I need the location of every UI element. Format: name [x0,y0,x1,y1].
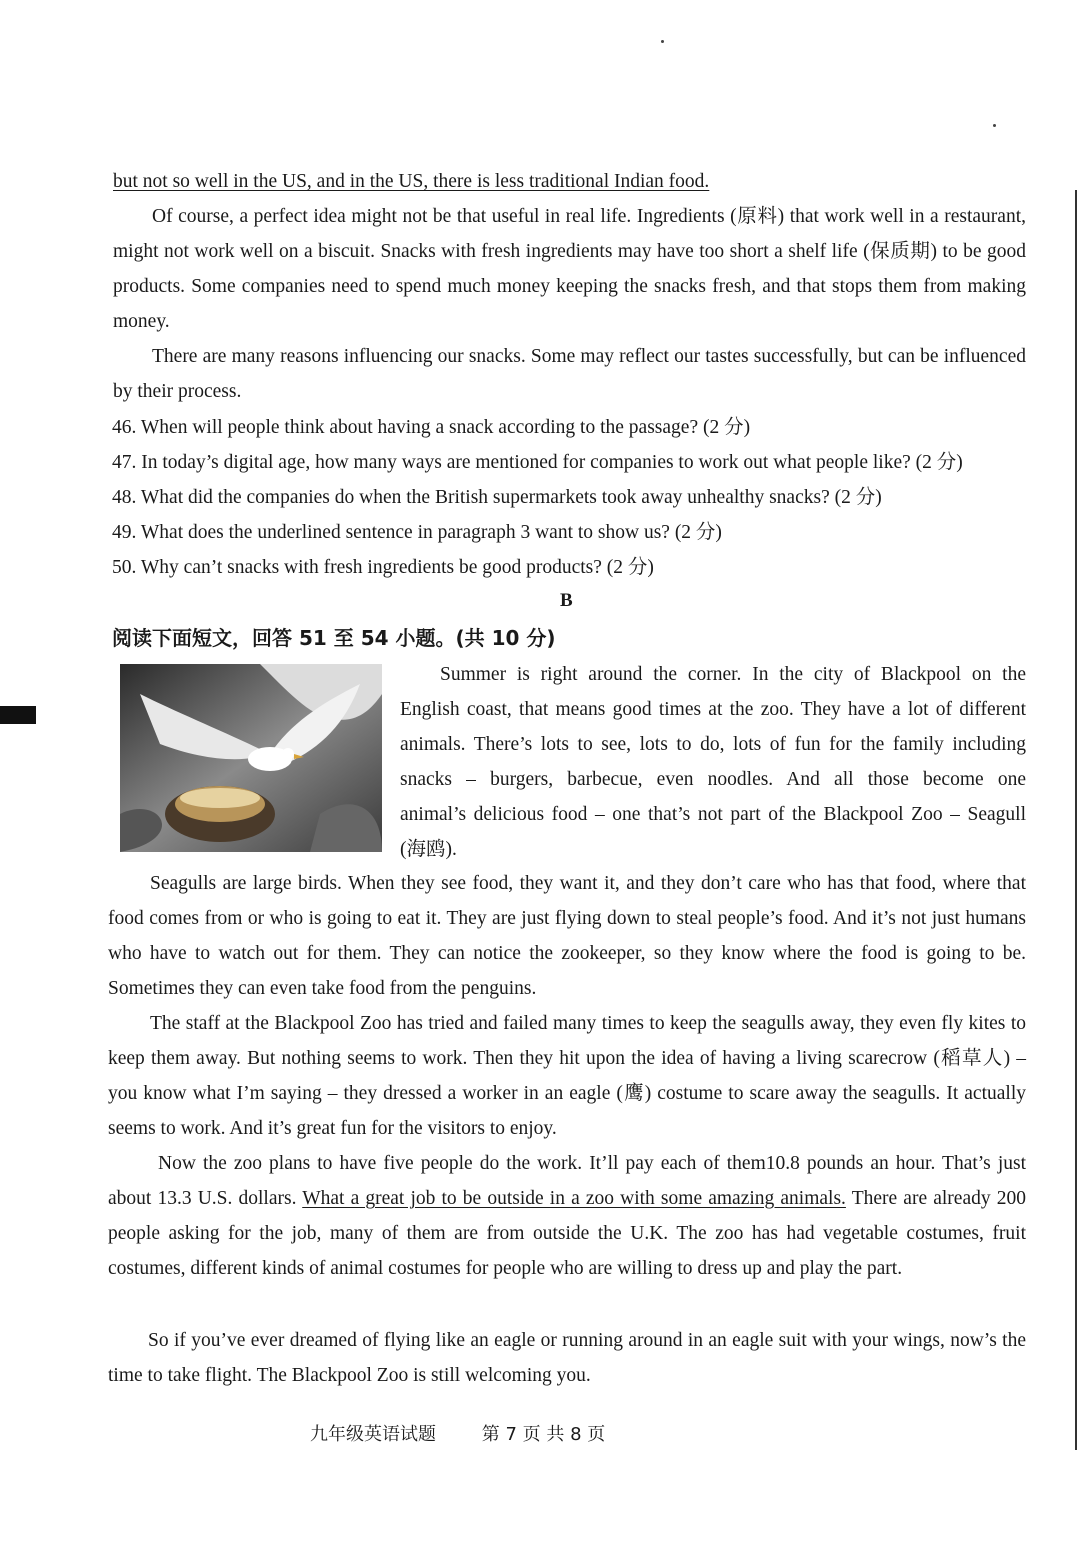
text-line: animals. There’s lots to see, lots to do, lots of fun for the family including [400,734,1026,755]
seagull-photo [120,664,382,852]
paragraph-seagulls: Seagulls are large birds. When they see food, they want it, and they don’t care who has that food, where that food comes from or who is going to eat it. They are just flying down to steal people’s food. And it’s not just humans who have to watch out for them. They can notice the zookeeper, so they know where the food is going to be. Sometimes they can even take food from the penguins. [108,873,1026,999]
paragraph-zoo-plans [108,1146,1026,1286]
text-line: English coast, that means good times at the zoo. They have a lot of different [400,699,1026,720]
scan-mark [0,706,36,724]
question-46: 46. When will people think about having a snack according to the passage? (2 分) [112,417,751,438]
question-48: 48. What did the companies do when the British supermarkets took away unhealthy snacks? (2 分) [112,487,882,508]
paragraph-ingredients: Of course, a perfect idea might not be that useful in real life. Ingredients (原料) that work well in a restaurant, might not work well on a biscuit. Snacks with fresh ingredients may have too short a shelf life (保质期) to be good products. Some companies need to spend much money keeping the snacks fresh, and that stops them from making money. [113,206,1026,332]
question-49: 49. What does the underlined sentence in paragraph 3 want to show us? (2 分) [112,522,722,543]
question-50: 50. Why can’t snacks with fresh ingredients be good products? (2 分) [112,557,654,578]
para4-text: There are already 200 people asking for the job, many of them are from outside the U.K. The zoo has had vegetable costumes, fruit costumes, different kinds of animal costumes for people who are willing to dress up and play the part. [108,1188,1026,1279]
text-line: Summer is right around the corner. In the city of Blackpool on the [440,664,1026,685]
scan-speck [993,124,996,127]
paragraph-reasons: There are many reasons influencing our snacks. Some may reflect our tastes successfully, but can be influenced by their process. [113,346,1026,402]
text-line: snacks – burgers, barbecue, even noodles. And all those become one [400,769,1026,790]
underlined-sentence: but not so well in the US, and in the US, there is less traditional Indian food. [113,171,710,192]
para4-text: Now the zoo plans to have five people do the work. It’ll pay each of them10.8 pounds an hour. That’s just about 13.3 U.S. dollars. [108,1153,1026,1209]
paragraph-staff: The staff at the Blackpool Zoo has tried and failed many times to keep the seagulls away, they even fly kites to keep them away. But nothing seems to work. Then they hit upon the idea of having a living scarecrow (稻草人) – you know what I’m saying – they dressed a worker in an eagle (鹰) costume to scare away the seagulls. It actually seems to work. And it’s great fun for the visitors to enjoy. [108,1013,1026,1139]
paragraph-closing: So if you’ve ever dreamed of flying like an eagle or running around in an eagle suit with your wings, now’s the time to take flight. The Blackpool Zoo is still welcoming you. [108,1330,1026,1386]
footer-subject: 九年级英语试题 [310,1424,436,1445]
question-47: 47. In today’s digital age, how many ways are mentioned for companies to work out what people like? (2 分) [112,452,963,473]
text-line: (海鸥). [400,839,457,860]
underlined-sentence: What a great job to be outside in a zoo with some amazing animals. [302,1188,846,1209]
text-line: animal’s delicious food – one that’s not part of the Blackpool Zoo – Seagull [400,804,1026,825]
page-footer [310,1420,605,1446]
section-instruction: 阅读下面短文，回答 51 至 54 小题。(共 10 分) [112,626,556,650]
section-label: B [560,590,573,611]
footer-page-number: 第 7 页 共 8 页 [481,1424,606,1445]
page-edge-line [1075,190,1077,1450]
scan-speck [661,40,664,43]
